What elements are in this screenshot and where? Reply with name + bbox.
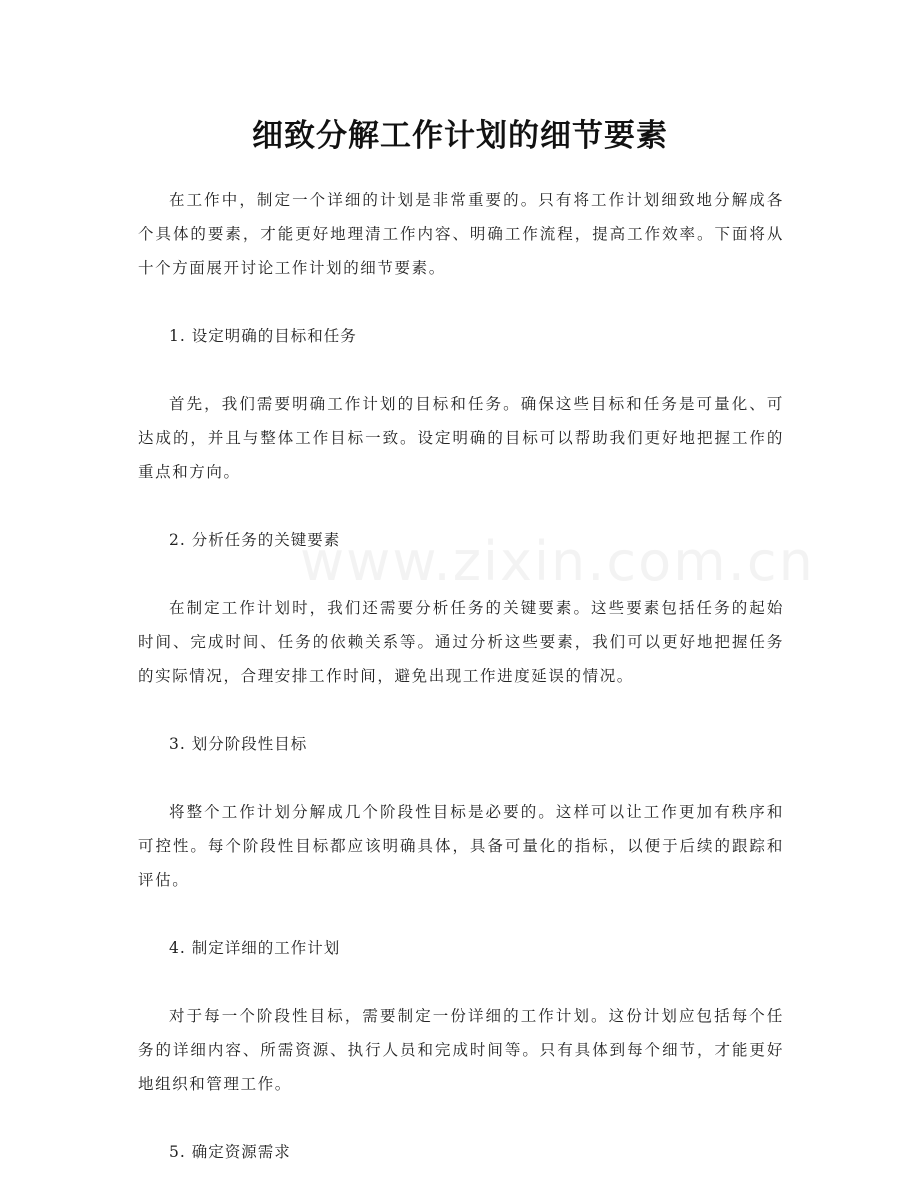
- document-title: 细致分解工作计划的细节要素: [252, 118, 668, 154]
- watermark: www.zixin.com.cn: [300, 530, 815, 593]
- section-heading-4: 4. 制定详细的工作计划: [169, 939, 341, 957]
- section-body-1: 首先，我们需要明确工作计划的目标和任务。确保这些目标和任务是可量化、可达成的，并且与整体工作目标一致。设定明确的目标可以帮助我们更好地把握工作的重点和方向。: [138, 395, 784, 481]
- section-heading-5: 5. 确定资源需求: [169, 1143, 291, 1161]
- section-heading-3: 3. 划分阶段性目标: [169, 735, 308, 753]
- document-body: [138, 183, 784, 1169]
- section-heading-1: 1. 设定明确的目标和任务: [169, 327, 357, 345]
- section-body-4: 对于每一个阶段性目标，需要制定一份详细的工作计划。这份计划应包括每个任务的详细内容、所需资源、执行人员和完成时间等。只有具体到每个细节，才能更好地组织和管理工作。: [138, 1007, 784, 1093]
- section-body-2: 在制定工作计划时，我们还需要分析任务的关键要素。这些要素包括任务的起始时间、完成时间、任务的依赖关系等。通过分析这些要素，我们可以更好地把握任务的实际情况，合理安排工作时间，避免出现工作进度延误的情况。: [138, 599, 784, 685]
- intro-paragraph: 在工作中，制定一个详细的计划是非常重要的。只有将工作计划细致地分解成各个具体的要素，才能更好地理清工作内容、明确工作流程，提高工作效率。下面将从十个方面展开讨论工作计划的细节要素。: [138, 191, 784, 277]
- section-heading-2: 2. 分析任务的关键要素: [169, 531, 341, 549]
- section-body-3: 将整个工作计划分解成几个阶段性目标是必要的。这样可以让工作更加有秩序和可控性。每个阶段性目标都应该明确具体，具备可量化的指标，以便于后续的跟踪和评估。: [138, 803, 784, 889]
